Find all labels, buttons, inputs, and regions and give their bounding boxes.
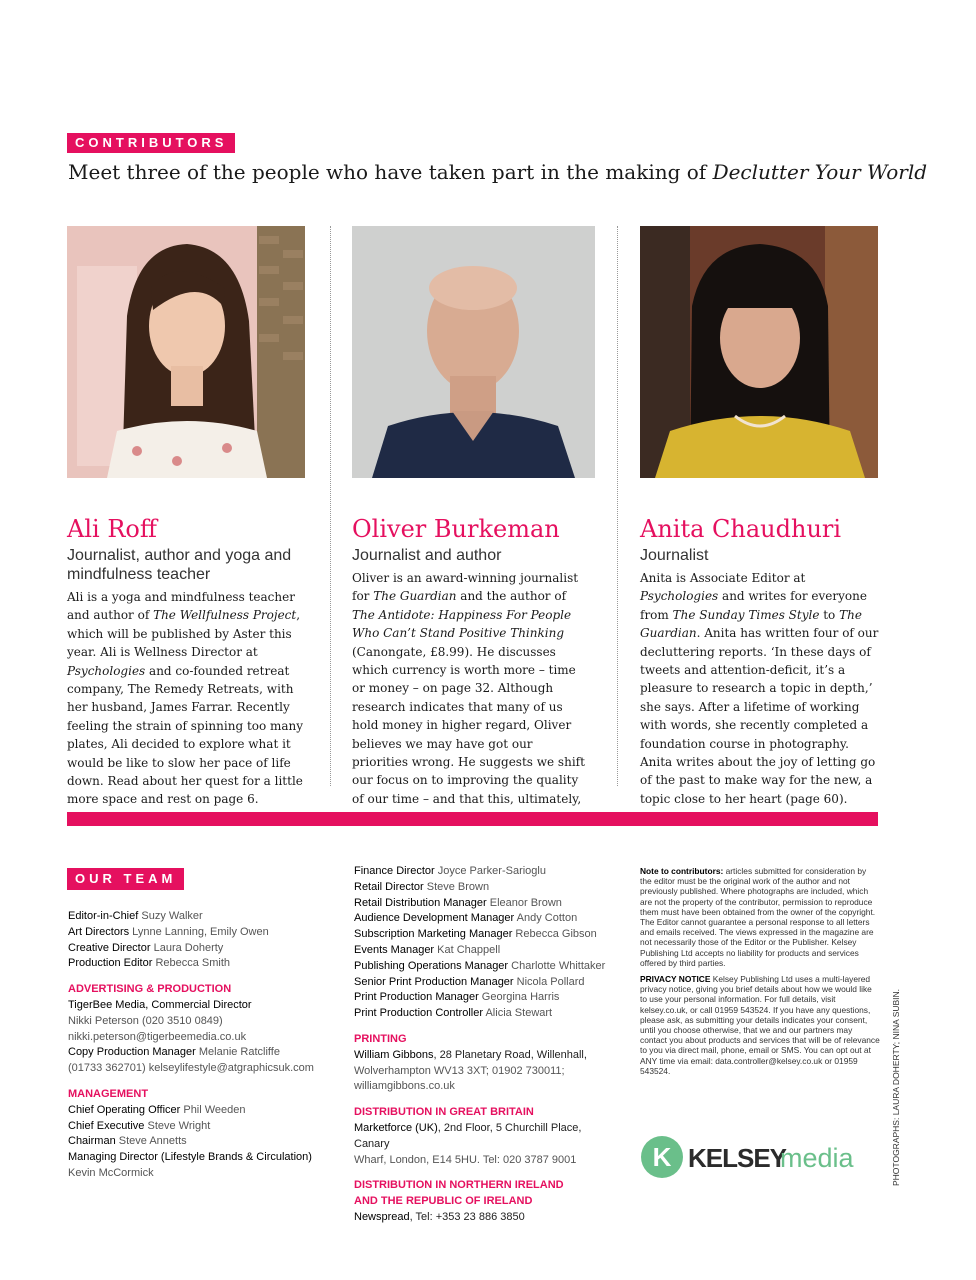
team-section-heading: MANAGEMENT xyxy=(68,1087,149,1100)
team-entry: Wolverhampton WV13 3XT; 01902 730011; xyxy=(354,1064,565,1077)
team-entry: Events Manager Kat Chappell xyxy=(354,943,501,956)
team-entry: Finance Director Joyce Parker-Sarioglu xyxy=(354,865,546,877)
team-entry: Editor-in-Chief Suzy Walker xyxy=(68,910,203,922)
team-entry: Chairman Steve Annetts xyxy=(68,1135,187,1148)
team-entry: William Gibbons, 28 Planetary Road, Willenhall, xyxy=(354,1048,587,1061)
headline-text: Meet three of the people who have taken part in the making of xyxy=(68,160,707,184)
column-divider xyxy=(617,226,618,786)
headline-title: Declutter Your World xyxy=(712,160,928,184)
team-entry: Art Directors Lynne Lanning, Emily Owen xyxy=(68,925,269,938)
page-headline xyxy=(68,160,927,184)
contributor-bio: Ali is a yoga and mindfulness teacher and author of The Wellfulness Project, which will be published by Aster this year. Ali is Wellness Director at Psychologies and co-founded retreat company, The Remedy Retreats, with her husband, James Farrar. Recently feeling the strain of spinning too many plates, Ali decided to explore what it would be like to slow her pace of life down. Read about her quest for a little more space and rest on page 6. xyxy=(67,590,304,807)
team-column-2 xyxy=(354,864,616,1226)
contributor-name: Ali Roff xyxy=(67,515,157,543)
team-section-heading: DISTRIBUTION IN GREAT BRITAIN xyxy=(354,1106,534,1119)
contributor-bio: Oliver is an award-winning journalist for The Guardian and the author of The Antidote: Happiness For People Who Can’t Stand Positive Thinking (Canongate, £8.99). He discusses which currency is worth more – time or money – on page 32. Although research indicates that many of us hold money in higher regard, Oliver believes we may have got our priorities wrong. He suggests we shift our focus on to improving the quality of our time – and that this, ultimately, xyxy=(352,571,585,806)
team-entry: Marketforce (UK), 2nd Floor, 5 Churchill Place, Canary xyxy=(354,1121,582,1150)
team-entry: Retail Distribution Manager Eleanor Brown xyxy=(354,896,562,909)
team-column-1 xyxy=(68,909,330,1182)
team-entry: Chief Operating Officer Phil Weeden xyxy=(68,1103,246,1116)
photo-credit: PHOTOGRAPHS: LAURA DOHERTY; NINA SUBIN. xyxy=(891,988,901,1186)
section-tag: CONTRIBUTORS xyxy=(67,133,235,153)
team-entry: Retail Director Steve Brown xyxy=(354,880,490,893)
team-entry: Print Production Controller Alicia Stewart xyxy=(354,1007,553,1020)
team-entry: Kevin McCormick xyxy=(68,1166,154,1179)
team-entry: Audience Development Manager Andy Cotton xyxy=(354,912,578,925)
column-divider xyxy=(330,226,331,786)
team-section-heading: ADVERTISING & PRODUCTION xyxy=(68,983,232,996)
contributor-name: Oliver Burkeman xyxy=(352,515,560,543)
contributor-role: Journalist, author and yoga and mindfulness teacher xyxy=(67,547,292,583)
team-entry: (01733 362701) kelseylifestyle@atgraphicsuk.com xyxy=(68,1062,314,1075)
section-divider-bar xyxy=(67,812,878,826)
team-entry: Senior Print Production Manager Nicola Pollard xyxy=(354,975,585,988)
team-entry: Copy Production Manager Melanie Ratcliffe xyxy=(68,1046,280,1059)
team-entry: Newspread, Tel: +353 23 886 3850 xyxy=(354,1210,525,1223)
team-entry: Production Editor Rebecca Smith xyxy=(68,957,231,970)
photo-oliver-burkeman xyxy=(352,226,595,478)
team-entry: Subscription Marketing Manager Rebecca Gibson xyxy=(354,928,597,941)
privacy-notice: PRIVACY NOTICE Kelsey Publishing Ltd uses a multi-layered privacy notice, giving you brief details about how we would like to use your personal information. For full details, visit kelsey.co.uk, or call 01959 543524. If you have any questions, please ask, as submitting your details indicates your consent, until you choose otherwise, that we and our partners may contact you about products and services that will be of relevance to you via direct mail, phone, email or SMS. You can opt out at ANY time via email: data.controller@kelsey.co.uk or 01959 543524. xyxy=(640,974,880,1076)
note-to-contributors: Note to contributors: articles submitted for consideration by the editor must be the original work of the author and not previously published. Where photographs are included, which are not the property of the contributor, permission to reproduce them must have been obtained from the owner of the copyright. The Editor cannot guarantee a personal response to all letters and emails received. The views expressed in the magazine are not necessarily those of the Editor or the Publisher. Kelsey Publishing Ltd accepts no liability for products and services offered by third parties. xyxy=(640,866,876,968)
photo-ali-roff xyxy=(67,226,305,478)
team-entry: Print Production Manager Georgina Harris xyxy=(354,991,560,1004)
contributor-ali-roff xyxy=(67,514,307,809)
photo-anita-chaudhuri xyxy=(640,226,878,478)
team-entry: Managing Director (Lifestyle Brands & Circulation) xyxy=(68,1151,312,1164)
team-section-heading: DISTRIBUTION IN NORTHERN IRELAND xyxy=(354,1179,564,1192)
contributor-oliver-burkeman xyxy=(352,514,592,827)
team-entry: Wharf, London, E14 5HU. Tel: 020 3787 9001 xyxy=(354,1153,577,1166)
team-entry: Chief Executive Steve Wright xyxy=(68,1119,211,1132)
team-tag: OUR TEAM xyxy=(67,868,184,890)
team-entry: Publishing Operations Manager Charlotte Whittaker xyxy=(354,959,606,972)
contributor-anita-chaudhuri xyxy=(640,514,880,808)
team-section-heading: PRINTING xyxy=(354,1032,407,1045)
contributor-name: Anita Chaudhuri xyxy=(640,515,842,543)
contributor-bio: Anita is Associate Editor at Psychologies and writes for everyone from The Sunday Times Style to The Guardian. Anita has written four of our decluttering reports. ‘In these days of tweets and attention-deficit, it’s a pleasure to research a topic in depth,’ she says. After a lifetime of working with words, she recently completed a foundation course in photography. Anita writes about the joy of letting go of the past to make way for the new, a topic close to her heart (page 60). xyxy=(640,571,879,806)
team-entry: TigerBee Media, Commercial Director xyxy=(68,998,252,1011)
team-entry: Nikki Peterson (020 3510 0849) xyxy=(68,1014,223,1027)
team-entry: Creative Director Laura Doherty xyxy=(68,941,224,954)
team-entry: nikki.peterson@tigerbeemedia.co.uk xyxy=(68,1030,247,1043)
logo-word-media: media xyxy=(780,1143,854,1173)
contributor-role: Journalist xyxy=(640,547,709,564)
logo-word-kelsey: KELSEY xyxy=(688,1143,787,1173)
contributor-role: Journalist and author xyxy=(352,547,502,564)
team-section-heading: AND THE REPUBLIC OF IRELAND xyxy=(354,1195,533,1208)
kelsey-media-logo xyxy=(640,1132,860,1182)
legal-notes xyxy=(640,866,880,1076)
team-entry: williamgibbons.co.uk xyxy=(354,1080,455,1093)
logo-letter: K xyxy=(652,1142,672,1172)
